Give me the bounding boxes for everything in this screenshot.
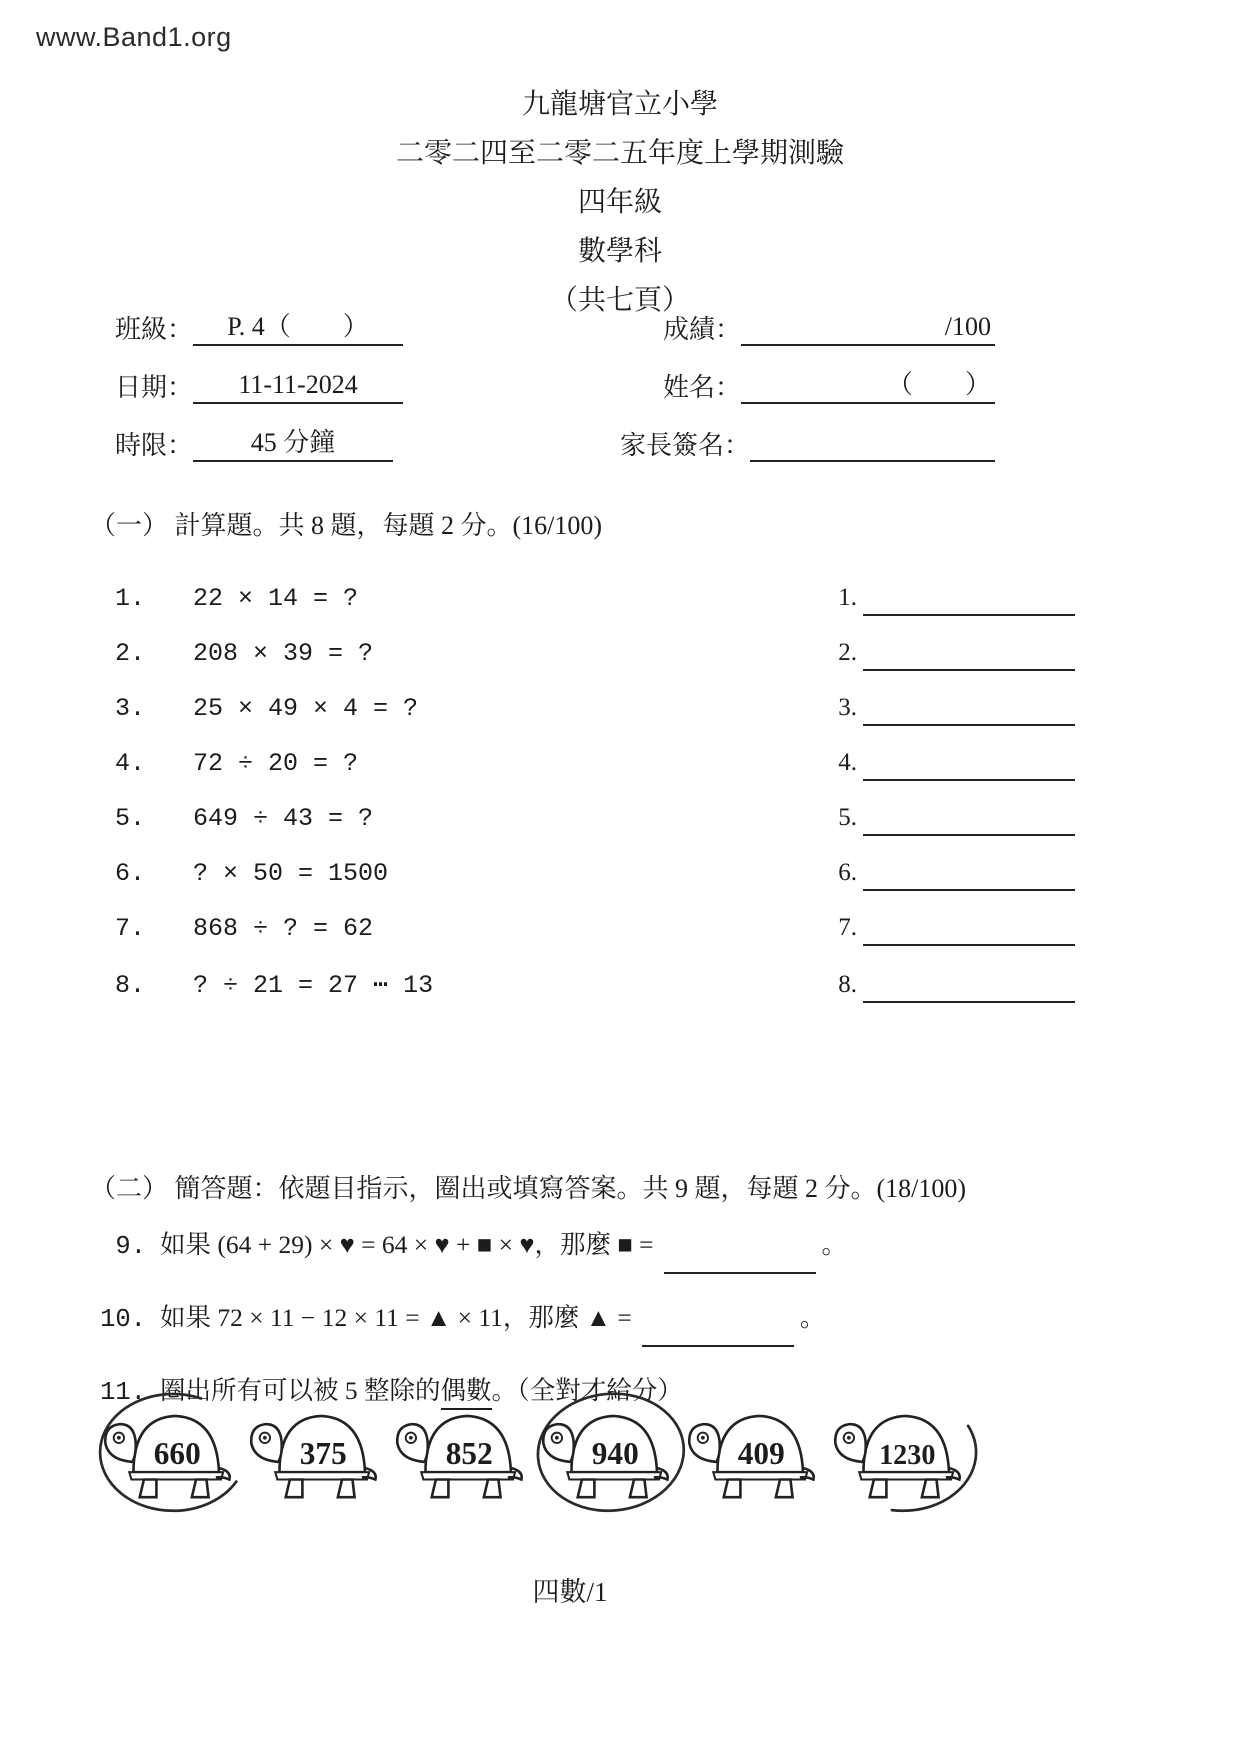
answer-blank-group [838,971,1075,1005]
answer-number: 6. [838,859,857,886]
subject: 數學科 [577,236,662,267]
answer-blank-group [838,749,1075,783]
question-row-3 [90,694,1075,749]
question-text: 如果 (64 + 29) × ♥ = 64 × ♥ + ■ × ♥，那麼 ■ = [160,1230,654,1259]
question-number: 5. [115,804,146,833]
turtle-option-940 [536,1395,682,1515]
date-field [115,367,403,404]
turtle-number: 852 [445,1435,493,1471]
question-row-2 [90,639,1075,694]
answer-blank-group [838,859,1075,893]
question-expression: 208 × 39 = ? [193,639,374,668]
answer-blank-group [838,584,1075,618]
turtle-number: 940 [591,1435,639,1471]
answer-line [863,914,1075,946]
question-number: 8. [115,971,146,1000]
score-field [663,309,995,346]
question-list [90,584,1075,1024]
underlined-term: 偶數 [441,1371,492,1410]
name-value: （ ） [741,368,995,404]
question-suffix: 。 [821,1230,848,1259]
question-row-7 [90,914,1075,969]
question-expression: 25 × 49 × 4 = ? [193,694,419,723]
answer-line [863,971,1075,1003]
answer-line [863,804,1075,836]
question-row-8 [90,969,1075,1024]
question-suffix: 。（全對才給分） [491,1376,683,1405]
question-number: 7. [115,914,146,943]
answer-blank [642,1319,794,1347]
answer-line [863,859,1075,891]
turtle-option-660 [98,1395,244,1515]
answer-number: 1. [838,584,857,611]
time-limit-field [115,425,393,462]
question-expression: 868 ÷ ? = 62 [193,914,374,943]
page-footer: 四數/1 [532,1577,608,1607]
answer-line [863,694,1075,726]
turtle-number: 1230 [879,1439,936,1471]
date-label: 日期： [115,373,194,402]
turtle-icon [828,1395,974,1515]
question-row-6 [90,859,1075,914]
question-expression: 22 × 14 = ? [193,584,359,613]
info-form [115,310,995,484]
answer-number: 4. [838,749,857,776]
turtle-icon [244,1395,390,1515]
turtle-option-375 [244,1395,390,1515]
question-number: 6. [115,859,146,888]
question-text: 如果 72 × 11 − 12 × 11 = ▲ × 11，那麼 ▲ = [160,1303,632,1332]
class-value: P. 4（ ） [193,310,403,346]
turtle-icon [682,1395,828,1515]
question-number: 2. [115,639,146,668]
question-row-4 [90,749,1075,804]
date-value: 11-11-2024 [193,368,403,404]
question-row-9 [90,1225,1160,1278]
question-expression: 649 ÷ 43 = ? [193,804,374,833]
question-number: 9. [115,1232,146,1261]
turtle-option-409 [682,1395,828,1515]
question-text-prefix: 圈出所有可以被 5 整除的 [160,1376,441,1405]
section-two-short-answer [90,1168,1160,1424]
answer-line [863,749,1075,781]
pages-note: （共七頁） [549,285,690,316]
question-row-1 [90,584,1075,639]
time-limit-label: 時限： [115,431,194,460]
parent-signature-field [620,425,995,462]
exam-title: 二零二四至二零二五年度上學期測驗 [395,138,844,169]
form-row-3 [115,426,995,462]
question-number: 11. [100,1378,146,1407]
question-row-10 [90,1298,1160,1351]
answer-line [863,639,1075,671]
question-row-5 [90,804,1075,859]
title-block [0,80,1240,325]
question-expression: ? ÷ 21 = 27 ⋯ 13 [193,971,434,1000]
form-row-1 [115,310,995,346]
name-label: 姓名： [662,373,741,402]
question-expression: ? × 50 = 1500 [193,859,389,888]
answer-number: 7. [838,914,857,941]
section-one-heading: （一） 計算題。共 8 題，每題 2 分。(16/100) [90,511,603,540]
parent-signature-label: 家長簽名： [619,431,750,460]
question-number: 1. [115,584,146,613]
turtle-icon [536,1395,682,1515]
turtle-icon [390,1395,536,1515]
answer-line [863,584,1075,616]
turtle-number: 375 [299,1435,347,1471]
name-field [663,367,995,404]
question-number: 4. [115,749,146,778]
parent-signature-line [750,426,995,462]
turtle-options-row [98,1395,978,1515]
question-number: 3. [115,694,146,723]
watermark: www.Band1.org [36,22,232,52]
answer-number: 2. [838,639,857,666]
turtle-number: 660 [153,1435,201,1471]
turtle-option-1230 [828,1395,974,1515]
question-suffix: 。 [799,1303,826,1332]
section-one-calculation [90,505,1075,1024]
answer-blank-group [838,639,1075,673]
answer-blank-group [838,914,1075,948]
score-value: /100 [741,310,995,346]
turtle-icon [98,1395,244,1515]
answer-blank-group [838,694,1075,728]
answer-blank [664,1246,816,1274]
answer-number: 5. [838,804,857,831]
school-name: 九龍塘官立小學 [521,89,718,120]
answer-number: 3. [838,694,857,721]
answer-blank-group [838,804,1075,838]
score-label: 成績： [662,315,741,344]
turtle-option-852 [390,1395,536,1515]
turtle-number: 409 [737,1435,785,1471]
form-row-2 [115,368,995,404]
grade: 四年級 [577,187,662,218]
question-number: 10. [100,1305,146,1334]
time-limit-value: 45 分鐘 [193,426,393,462]
class-label: 班級： [115,315,194,344]
class-field [115,309,403,346]
section-two-heading: （二） 簡答題：依題目指示，圈出或填寫答案。共 9 題，每題 2 分。(18/100) [90,1174,967,1203]
answer-number: 8. [838,971,857,998]
question-expression: 72 ÷ 20 = ? [193,749,359,778]
